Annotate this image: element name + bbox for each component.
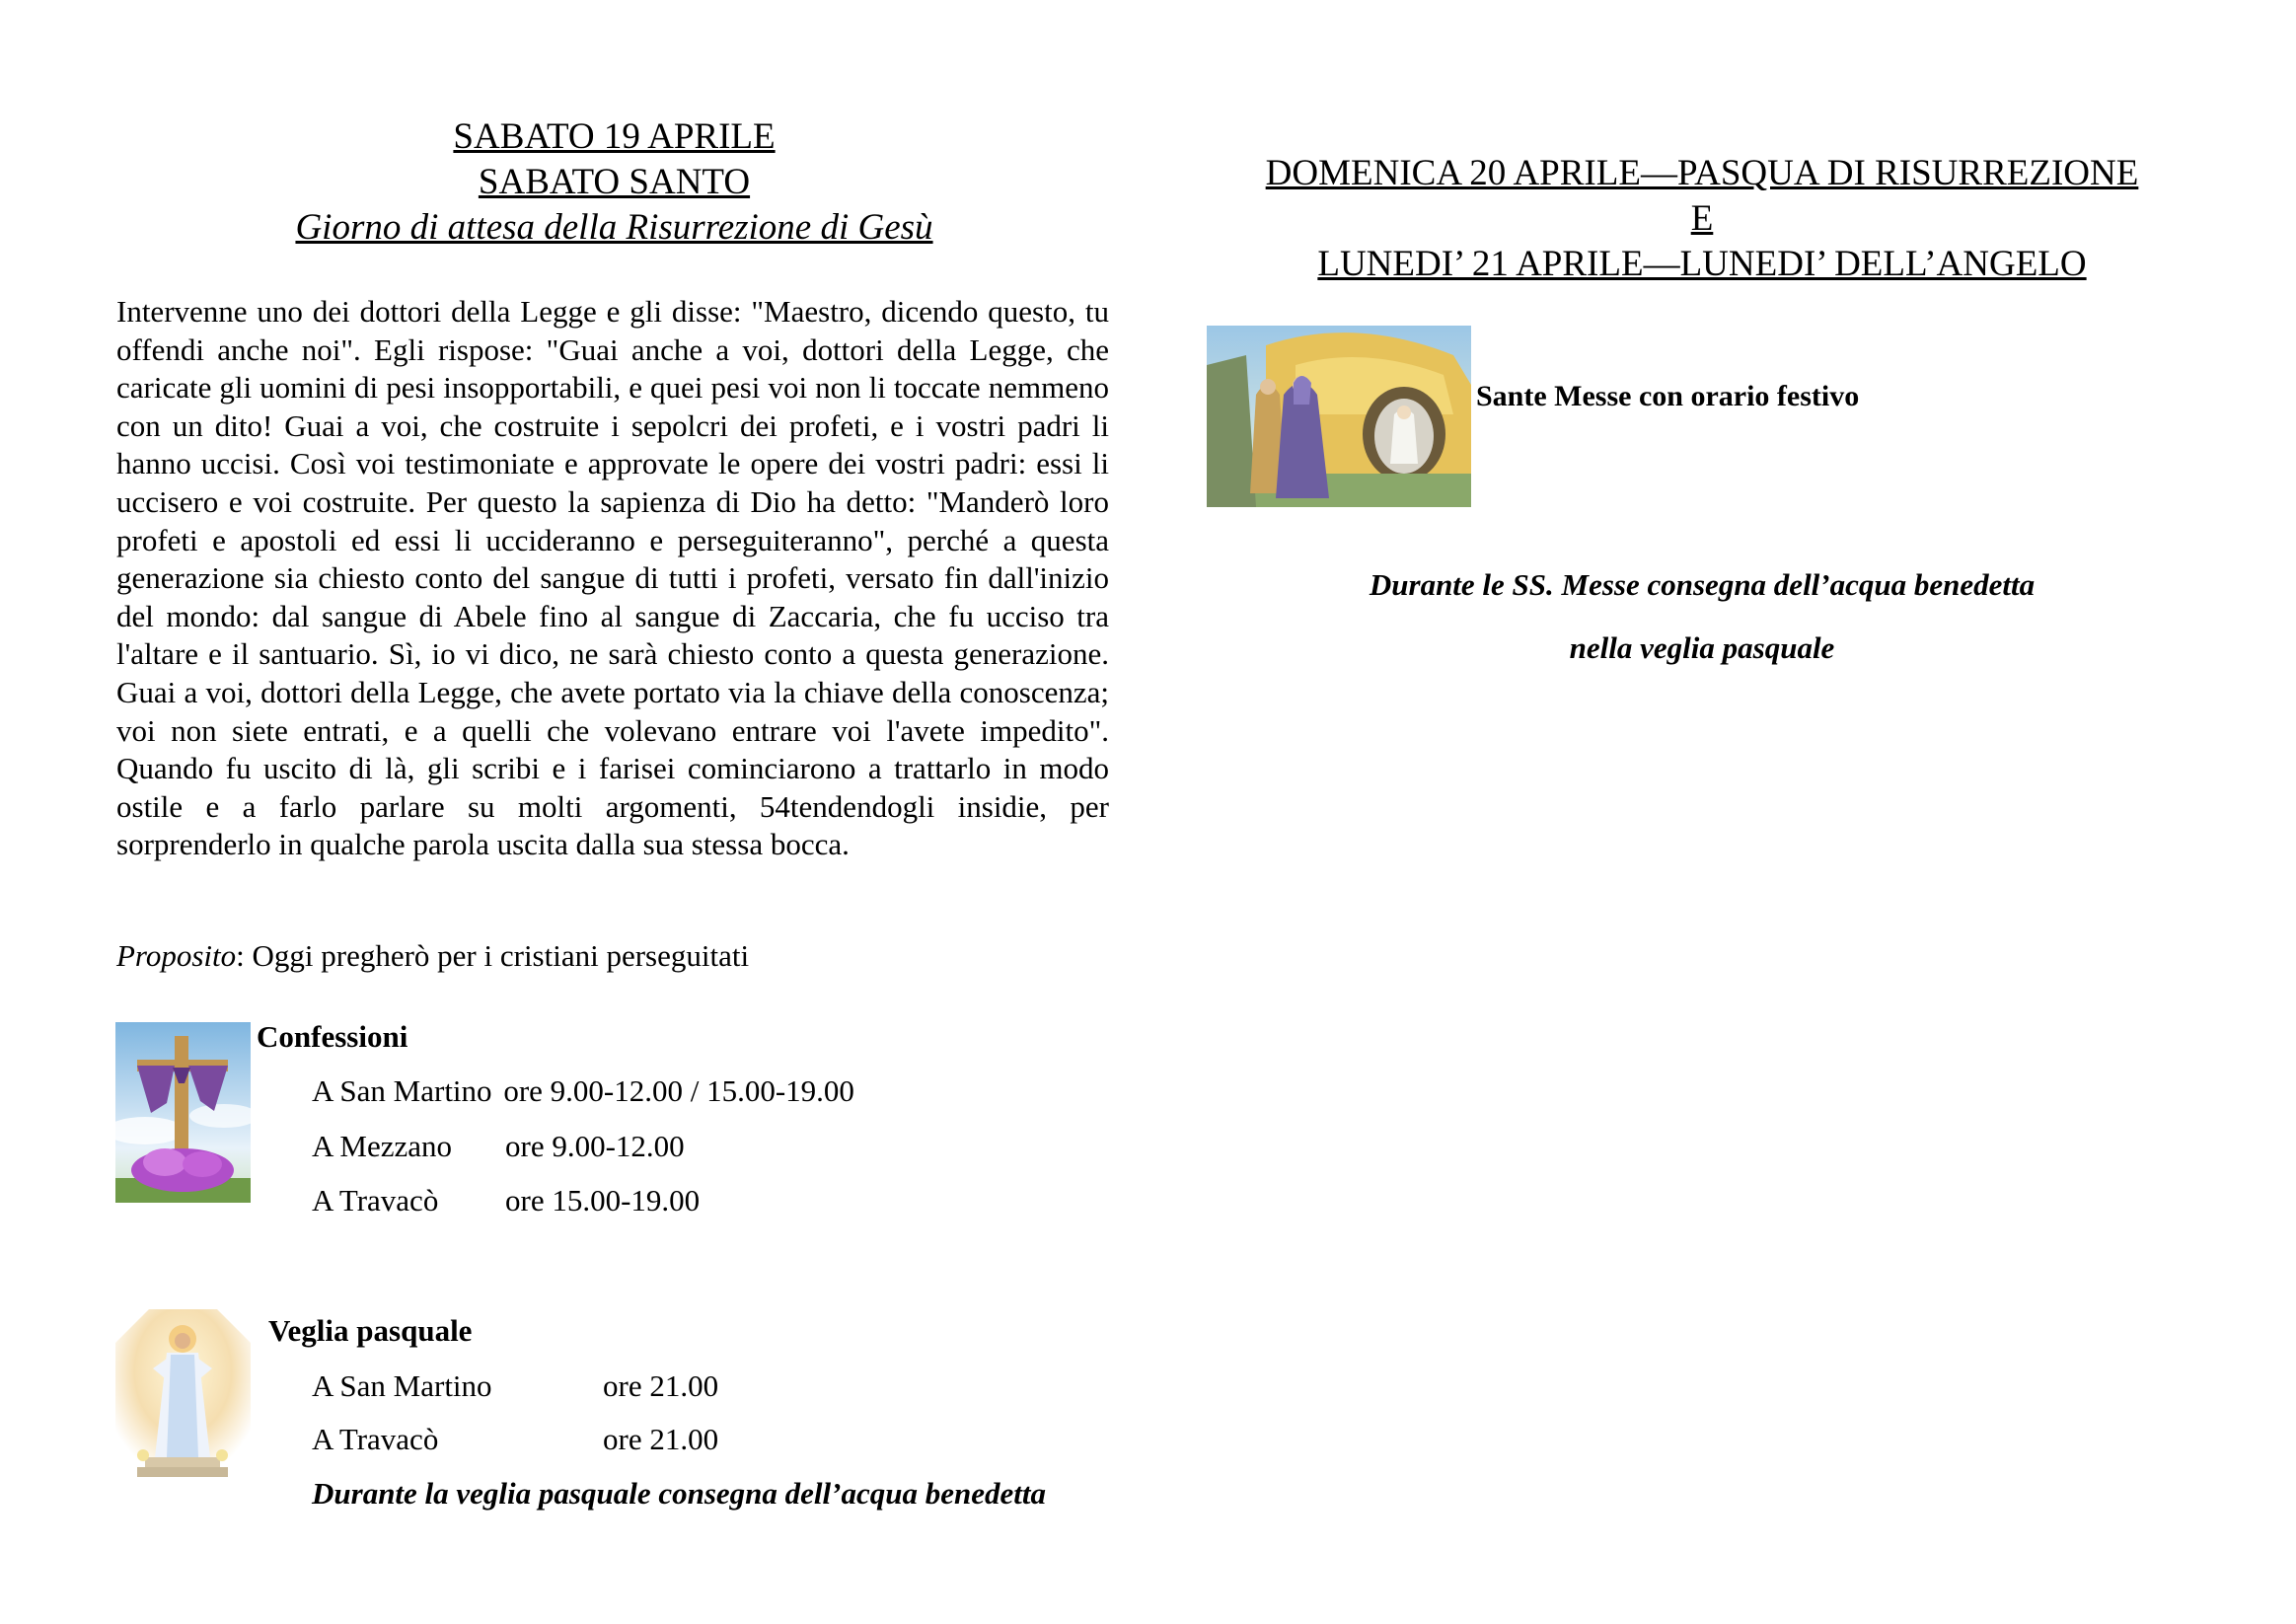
easter-heading [1204, 151, 2200, 287]
confessioni-row [312, 1072, 854, 1110]
veglia-row [312, 1367, 718, 1405]
acqua-benedetta-note: Durante le SS. Messe consegna dell’acqua benedetta [1369, 567, 2036, 602]
gospel-passage: Intervenne uno dei dottori della Legge e gli disse: "Maestro, dicendo questo, tu offendi anche noi". Egli rispose: "Guai anche a voi, dottori della Legge, che caricate gli uomini di pesi insopportabili, e quei pesi voi non li toccate nemmeno con un dito! Guai a voi, che costruite i sepolcri dei profeti, e i vostri padri li hanno uccisi. Così voi testimoniate e approvate le opere dei vostri padri: essi li uccisero e voi costruite. Per questo la sapienza di Dio ha detto: "Manderò loro profeti e apostoli ed essi li uccideranno e perseguiteranno", perché a questa generazione sia chiesto conto del sangue di tutti i profeti, versato fin dall'inizio del mondo: dal sangue di Abele fino al sangue di Zaccaria, che fu ucciso tra l'altare e il santuario. Sì, io vi dico, ne sarà chiesto conto a questa generazione. Guai a voi, dottori della Legge, che avete portato via la chiave della conoscenza; voi non siete entrati, e a quelli che volevano entrare voi l'avete impedito". Quando fu uscito di là, gli scribi e i farisei cominciarono a trattarlo in modo ostile e a farlo parlare su molti argomenti, 54tendendogli insidie, per sorprenderlo in qualche parola uscita dalla sua stessa bocca. [116, 294, 1109, 862]
cross-image [115, 1022, 251, 1203]
confessioni-row [312, 1128, 685, 1165]
confessioni-title: Confessioni [257, 1019, 408, 1054]
risen-christ-image [115, 1309, 251, 1487]
row-place: A Mezzano [312, 1129, 453, 1163]
veglia-note: Durante la veglia pasquale consegna dell’acqua benedetta [312, 1476, 1046, 1511]
veglia-row [312, 1421, 718, 1458]
heading-conjunction: E [1690, 198, 1714, 239]
row-time: ore 15.00-19.00 [505, 1183, 701, 1218]
row-place: A San Martino [312, 1368, 492, 1403]
easter-monday-title: LUNEDI’ 21 APRILE—LUNEDI’ DELL’ANGELO [1317, 244, 2087, 284]
veglia-title: Veglia pasquale [268, 1313, 473, 1348]
sante-messe-text: Sante Messe con orario festivo [1476, 380, 1860, 412]
row-place: A San Martino [312, 1073, 492, 1108]
row-time: ore 9.00-12.00 / 15.00-19.00 [503, 1073, 854, 1108]
proposito-label: Proposito [116, 938, 237, 973]
proposito-line [116, 937, 749, 975]
saturday-date: SABATO 19 APRILE [453, 116, 776, 157]
row-time: ore 9.00-12.00 [505, 1129, 685, 1163]
easter-sunday-title: DOMENICA 20 APRILE—PASQUA DI RISURREZIONE [1265, 153, 2139, 193]
saturday-heading [257, 114, 972, 251]
proposito-text: : Oggi pregherò per i cristiani perseguitati [236, 938, 750, 973]
saturday-subtitle: Giorno di attesa della Risurrezione di Gesù [295, 207, 933, 248]
row-time: ore 21.00 [603, 1368, 719, 1403]
saturday-title: SABATO SANTO [478, 162, 751, 202]
row-time: ore 21.00 [603, 1422, 719, 1456]
confessioni-row [312, 1182, 700, 1219]
row-place: A Travacò [312, 1422, 439, 1456]
veglia-pasquale-note: nella veglia pasquale [1569, 630, 1835, 665]
empty-tomb-image [1207, 326, 1471, 507]
row-place: A Travacò [312, 1183, 439, 1218]
